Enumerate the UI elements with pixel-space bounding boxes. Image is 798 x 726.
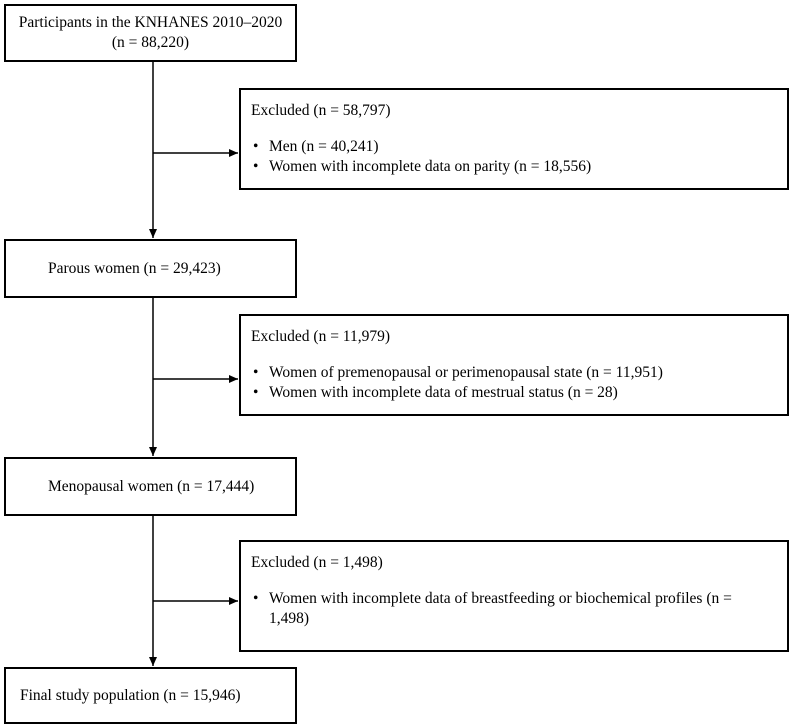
menopausal-women-box [4, 457, 297, 516]
exclusion-1-list [251, 137, 775, 177]
exclusion-2-list [251, 363, 775, 403]
menopausal-women-label: Menopausal women (n = 17,444) [48, 477, 255, 495]
exclusion-box-3 [239, 540, 789, 652]
start-title: Participants in the KNHANES 2010–2020 [18, 14, 283, 31]
exclusion-2-item: • Women with incomplete data of mestrual status (n = 28) [251, 383, 775, 403]
final-population-box [4, 667, 297, 724]
exclusion-3-list [251, 589, 775, 629]
exclusion-3-heading: Excluded (n = 1,498) [251, 554, 383, 571]
exclusion-1-item: • Men (n = 40,241) [251, 137, 775, 157]
exclusion-1-item: • Women with incomplete data on parity (n = 18,556) [251, 157, 775, 177]
exclusion-box-2 [239, 314, 789, 416]
exclusion-1-heading: Excluded (n = 58,797) [251, 102, 391, 119]
exclusion-3-item: • Women with incomplete data of breastfeeding or biochemical profiles (n = 1,498) [251, 589, 775, 629]
parous-women-box [4, 239, 297, 298]
exclusion-2-heading: Excluded (n = 11,979) [251, 328, 391, 345]
exclusion-2-item: • Women of premenopausal or perimenopausal state (n = 11,951) [251, 363, 775, 383]
exclusion-box-1 [239, 88, 789, 190]
final-population-label: Final study population (n = 15,946) [20, 686, 241, 704]
parous-women-label: Parous women (n = 29,423) [48, 259, 221, 277]
start-count: (n = 88,220) [111, 34, 190, 51]
start-box [4, 4, 297, 62]
